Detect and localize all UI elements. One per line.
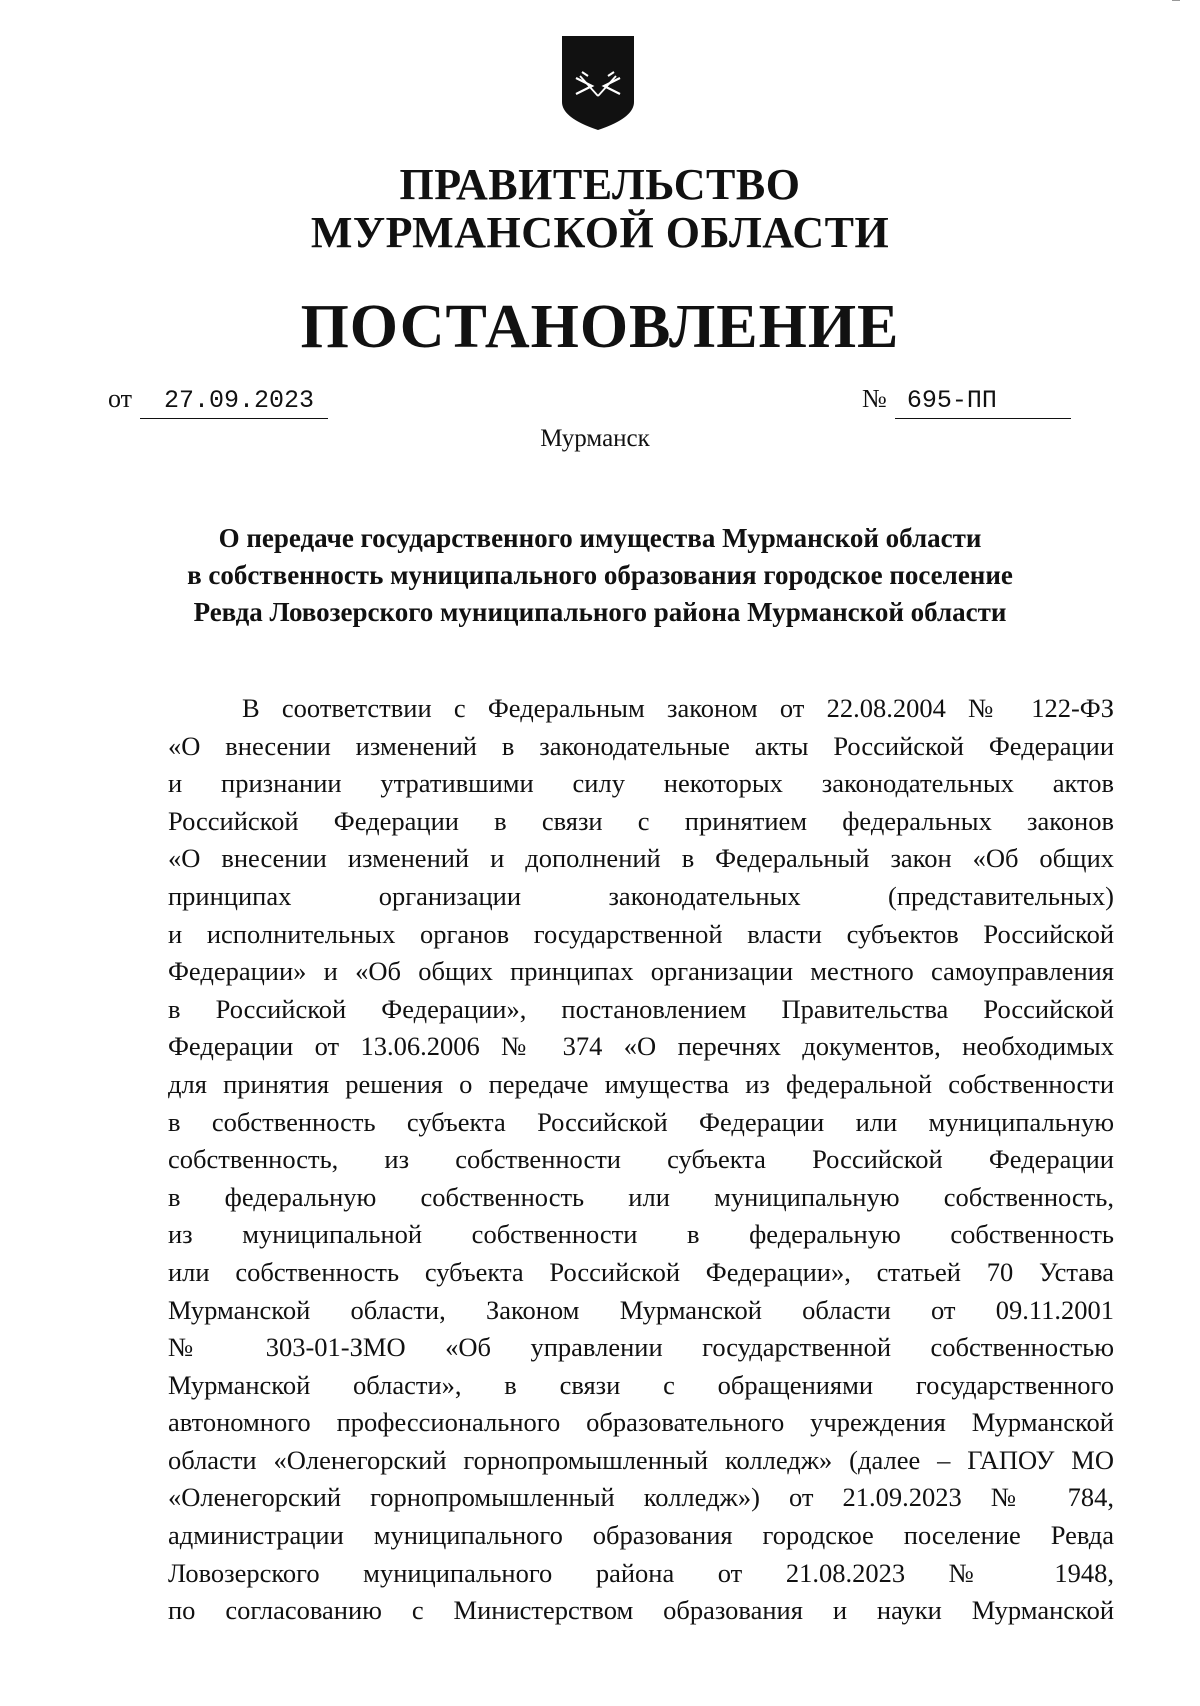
government-name-line1: ПРАВИТЕЛЬСТВО — [399, 160, 801, 209]
body-text-line: или собственность субъекта Российской Федерации», статьей 70 Устава — [168, 1256, 1114, 1287]
body-text-line: Российской Федерации в связи с принятием федеральных законов — [168, 805, 1114, 836]
document-title-line: О передаче государственного имущества Мурманской области — [218, 523, 982, 553]
body-text-line: Ловозерского муниципального района от 21.08.2023 № 1948, — [168, 1557, 1114, 1588]
government-name-line2: МУРМАНСКОЙ ОБЛАСТИ — [310, 208, 890, 257]
document-title-line: Ревда Ловозерского муниципального района Мурманской области — [193, 597, 1007, 627]
body-text-line: администрации муниципального образования городское поселение Ревда — [168, 1520, 1114, 1551]
document-type-heading: ПОСТАНОВЛЕНИЕ — [300, 293, 900, 361]
body-text-line: «О внесении изменений и дополнений в Федеральный закон «Об общих — [168, 843, 1114, 874]
document-body — [168, 690, 1114, 1630]
body-text-line: в федеральную собственность или муниципальную собственность, — [168, 1181, 1114, 1212]
document-date: 27.09.2023 — [140, 386, 328, 419]
document-title — [100, 520, 1100, 631]
body-text-line: области «Оленегорский горнопромышленный колледж» (далее – ГАПОУ МО — [168, 1444, 1114, 1475]
body-text-line: Мурманской области», в связи с обращениями государственного — [168, 1369, 1114, 1400]
body-text-line: для принятия решения о передаче имущества из федеральной собственности — [168, 1068, 1114, 1099]
body-text-line: № 303-01-ЗМО «Об управлении государственной собственностью — [168, 1332, 1114, 1363]
body-text-line: В соответствии с Федеральным законом от 22.08.2004 № 122-ФЗ — [242, 693, 1114, 723]
body-text-line: Федерации» и «Об общих принципах организации местного самоуправления — [168, 956, 1114, 987]
number-prefix: № — [862, 384, 887, 413]
body-text-line: по согласованию с Министерством образования и науки Мурманской — [168, 1595, 1114, 1626]
document-number: 695-ПП — [895, 386, 1071, 419]
document-number-row — [862, 384, 1071, 419]
body-text-line: принципах организации законодательных (представительных) — [168, 880, 1114, 911]
body-text-line: собственность, из собственности субъекта Российской Федерации — [168, 1144, 1114, 1175]
body-text-line: «О внесении изменений в законодательные акты Российской Федерации — [168, 730, 1114, 761]
date-prefix: от — [108, 384, 133, 413]
body-text-line: и признании утратившими силу некоторых законодательных актов — [168, 768, 1114, 799]
body-text-line: Федерации от 13.06.2006 № 374 «О перечнях документов, необходимых — [168, 1031, 1114, 1062]
body-text-line: Мурманской области, Законом Мурманской области от 09.11.2001 — [168, 1294, 1114, 1325]
body-text-line: в собственность субъекта Российской Федерации или муниципальную — [168, 1106, 1114, 1137]
page-corner-mark — [1172, 0, 1180, 5]
body-text-line: и исполнительных органов государственной власти субъектов Российской — [168, 918, 1114, 949]
body-text-line: автономного профессионального образовательного учреждения Мурманской — [168, 1407, 1114, 1438]
body-text-line: в Российской Федерации», постановлением Правительства Российской — [168, 993, 1114, 1024]
document-city: Мурманск — [540, 425, 650, 452]
body-text-line: «Оленегорский горнопромышленный колледж») от 21.09.2023 № 784, — [168, 1482, 1114, 1513]
body-text-line: из муниципальной собственности в федеральную собственность — [168, 1219, 1114, 1250]
document-title-line: в собственность муниципального образования городское поселение — [187, 560, 1013, 590]
coat-of-arms-icon — [558, 32, 638, 132]
document-date-row — [108, 384, 328, 419]
